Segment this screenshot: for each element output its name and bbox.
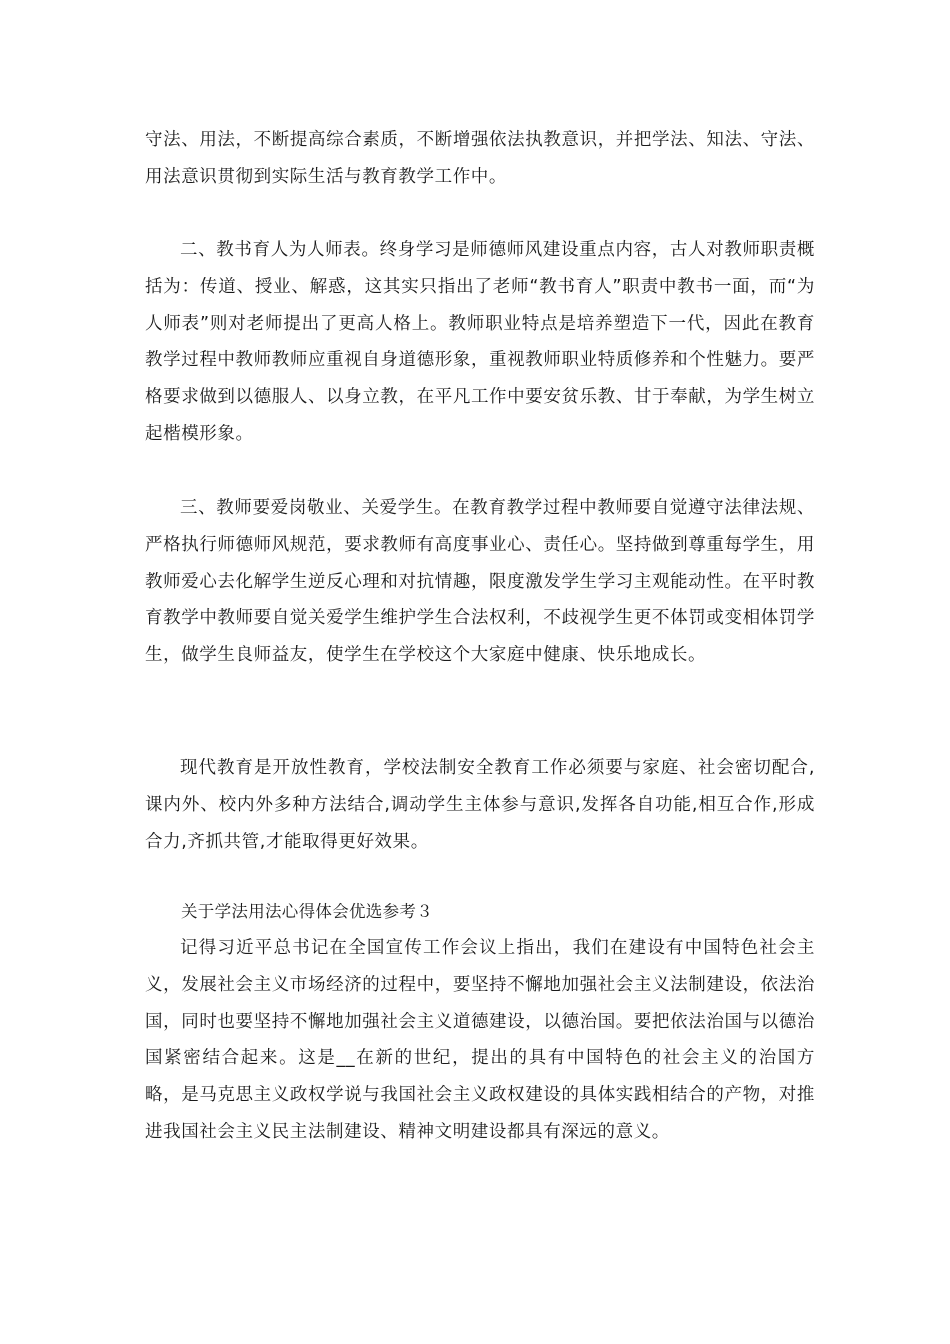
paragraph-modern-education: 现代教育是开放性教育，学校法制安全教育工作必须要与家庭、社会密切配合,课内外、校内外多种方法结合,调动学生主体参与意识,发挥各自功能,相互合作,形成合力,齐抓共管,才能取得更好效果。 [145, 758, 815, 852]
paragraph-continuation: 守法、用法，不断提高综合素质，不断增强依法执教意识，并把学法、知法、守法、用法意识贯彻到实际生活与教育教学工作中。 [145, 130, 815, 187]
paragraph-love-students: 三、教师要爱岗敬业、关爱学生。在教育教学过程中教师要自觉遵守法律法规、严格执行师德师风规范，要求教师有高度事业心、责任心。坚持做到尊重每学生，用教师爱心去化解学生逆反心理和对抗情趣，限度激发学生学习主观能动性。在平时教育教学中教师要自觉关爱学生维护学生合法权利，不歧视学生更不体罚或变相体罚学生，做学生良师益友，使学生在学校这个大家庭中健康、快乐地成长。 [145, 498, 815, 666]
paragraph-rule-of-law: 记得习近平总书记在全国宣传工作会议上指出，我们在建设有中国特色社会主义，发展社会主义市场经济的过程中，要坚持不懈地加强社会主义法制建设，依法治国，同时也要坚持不懈地加强社会主义道德建设，以德治国。要把依法治国与以德治国紧密结合起来。这是__在新的世纪，提出的具有中国特色的社会主义的治国方略，是马克思主义政权学说与我国社会主义政权建设的具体实践相结合的产物，对推进我国社会主义民主法制建设、精神文明建设都具有深远的意义。 [145, 938, 815, 1142]
paragraph-teaching-role: 二、教书育人为人师表。终身学习是师德师风建设重点内容，古人对教师职责概括为：传道、授业、解惑，这其实只指出了老师“教书育人”职责中教书一面，而“为人师表”则对老师提出了更高人格上。教师职业特点是培养塑造下一代，因此在教育教学过程中教师教师应重视自身道德形象，重视教师职业特质修养和个性魅力。要严格要求做到以德服人、以身立教，在平凡工作中要安贫乐教、甘于奉献，为学生树立起楷模形象。 [145, 240, 815, 444]
section-heading: 关于学法用法心得体会优选参考３ [181, 902, 433, 921]
